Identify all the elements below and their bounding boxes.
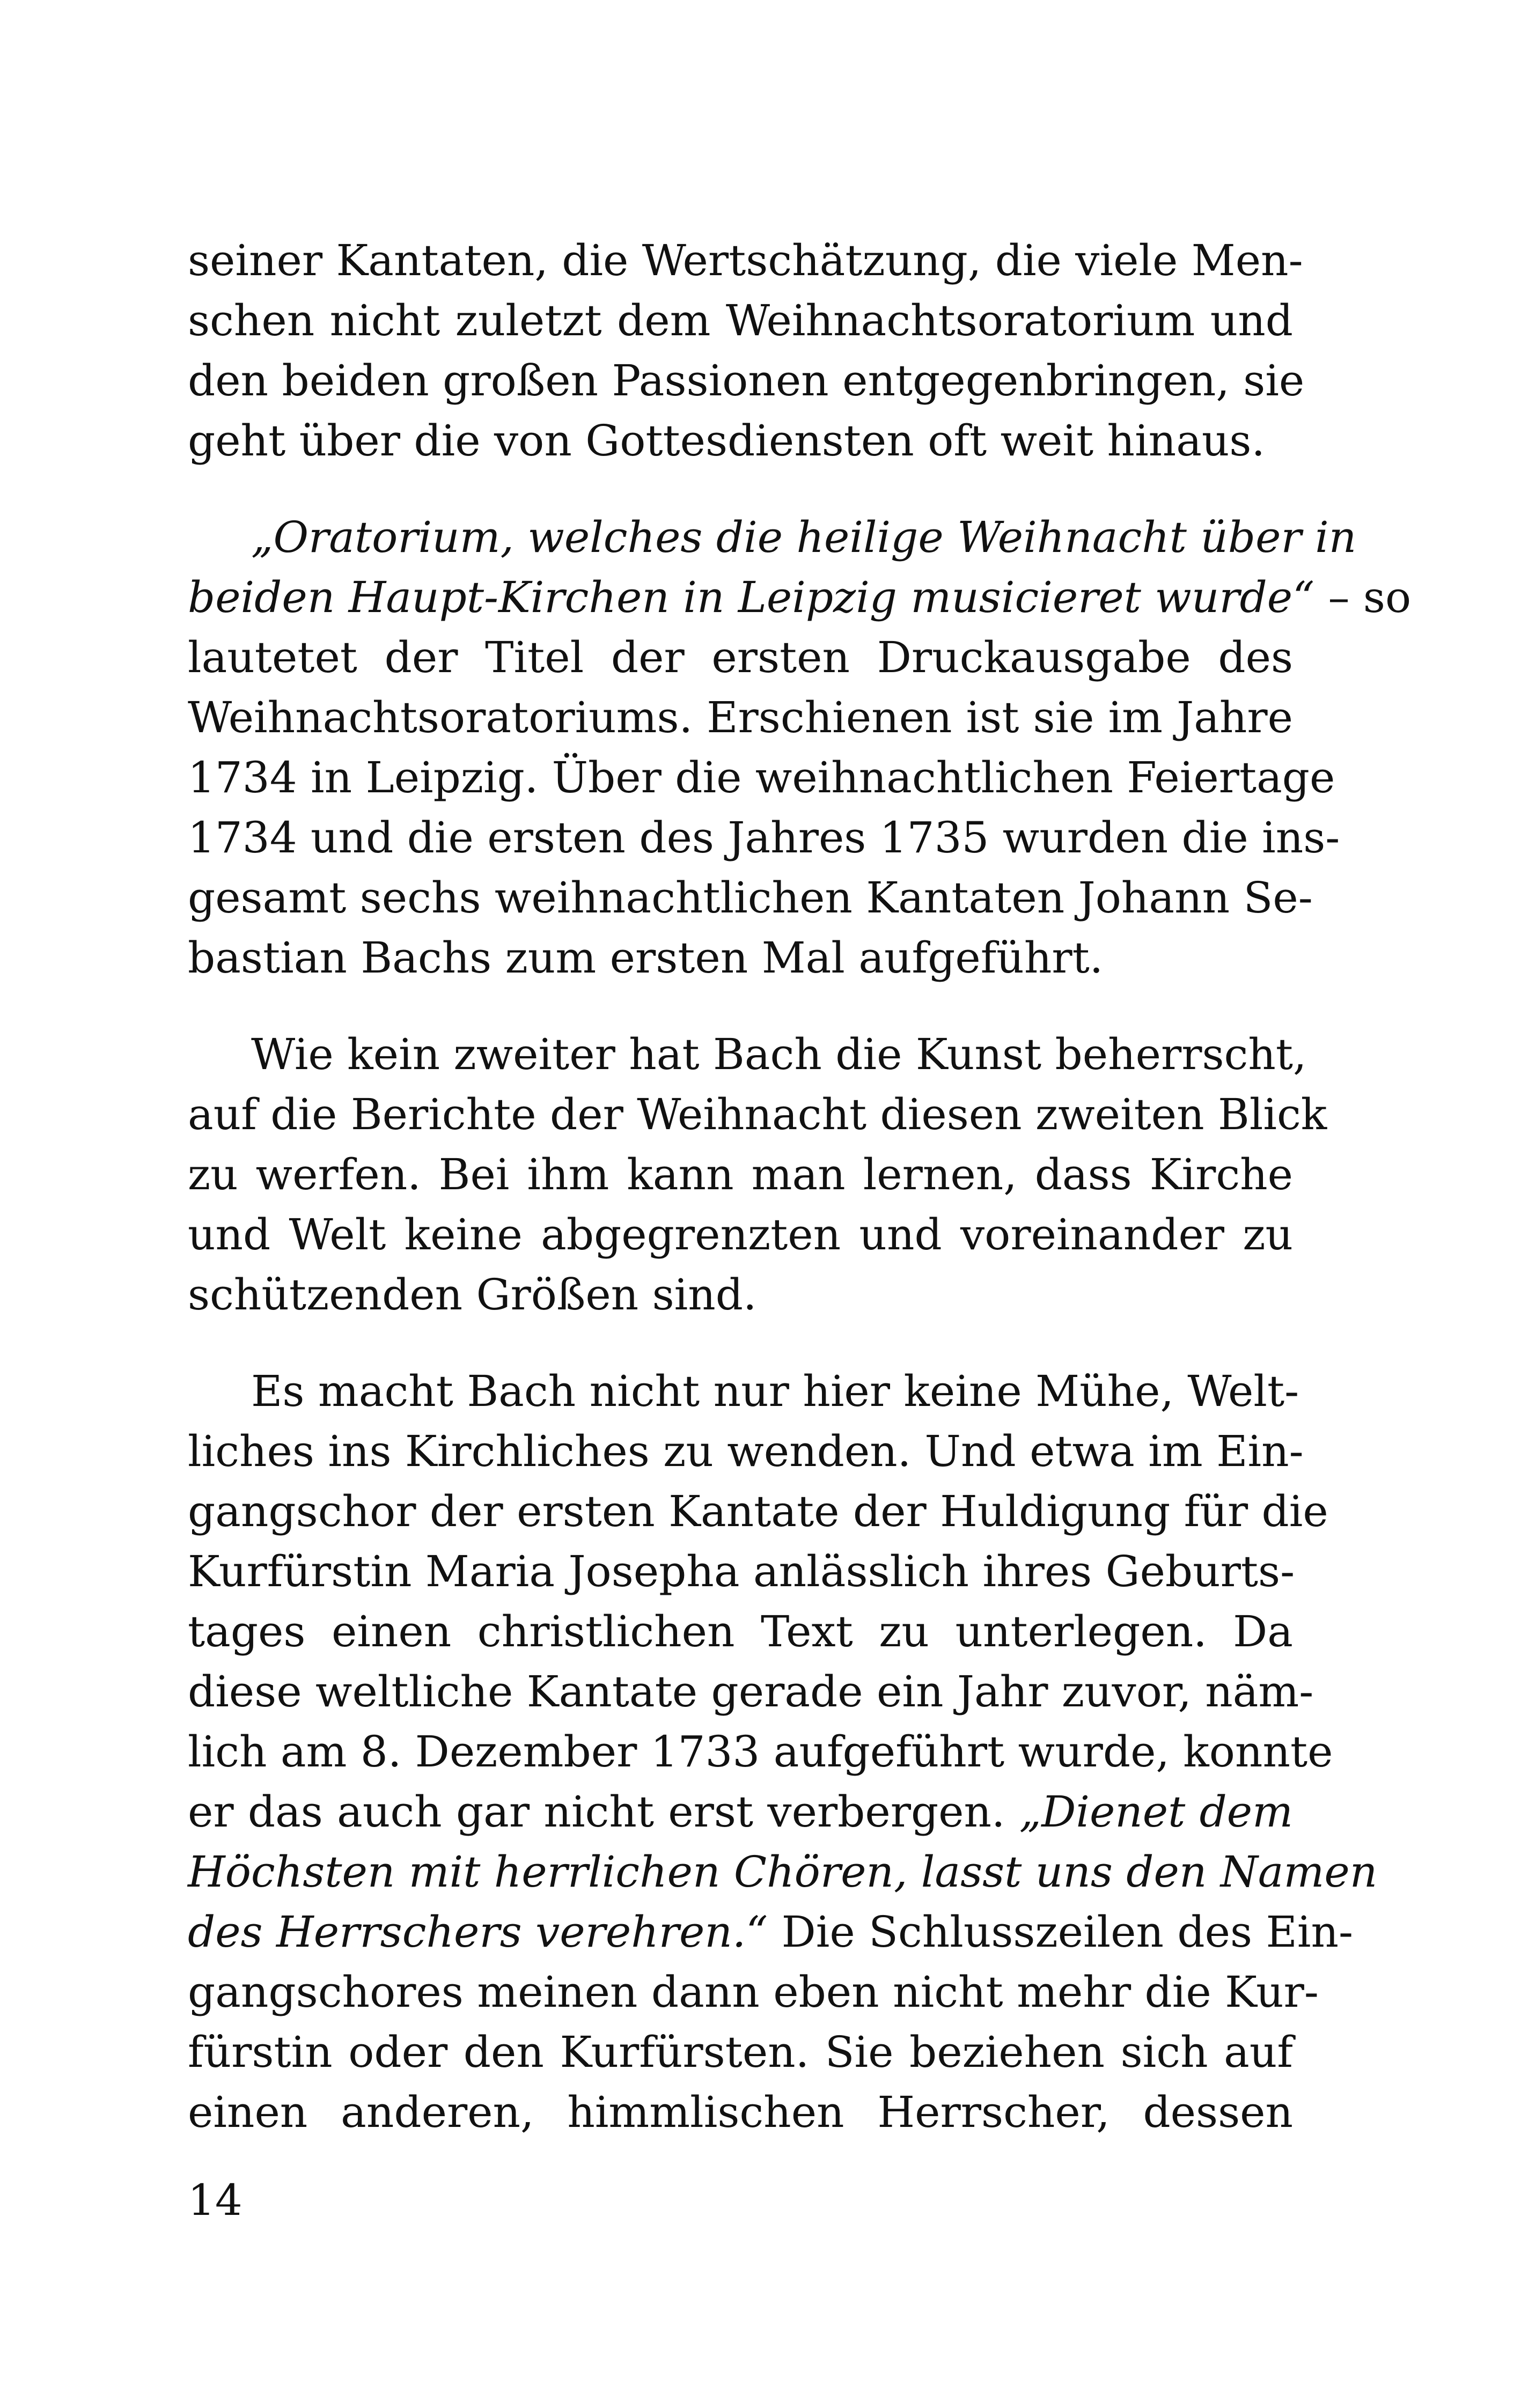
paragraph-gap [188, 988, 1293, 1025]
text-line [188, 411, 1293, 471]
text-segment: Es macht Bach nicht nur hier keine Mühe, Welt- [251, 1366, 1299, 1416]
italic-quote-segment: Höchsten mit herrlichen Chören, lasst uns den Namen [188, 1847, 1378, 1897]
text-segment: Kurfürstin Maria Josepha anlässlich ihres Geburts- [188, 1547, 1295, 1596]
text-line [188, 1145, 1293, 1205]
text-line [188, 1422, 1304, 1482]
text-line [188, 2022, 1293, 2082]
text-line [188, 2082, 1293, 2142]
text-segment: einen anderen, himmlischen Herrscher, dessen [188, 2087, 1293, 2137]
paragraph-gap [188, 471, 1293, 507]
paragraph-gap [188, 1325, 1293, 1361]
text-line [188, 291, 1293, 351]
italic-quote-segment: beiden Haupt-Kirchen in Leipzig musicieret wurde“ [188, 572, 1315, 622]
italic-quote-segment: „Dienet dem [1019, 1787, 1294, 1837]
text-segment: gangschores meinen dann eben nicht mehr die Kur- [188, 1967, 1319, 2017]
text-line [188, 1602, 1293, 1662]
text-line [188, 1085, 1327, 1145]
text-segment: liches ins Kirchliches zu wenden. Und etwa im Ein- [188, 1426, 1304, 1476]
text-segment: den beiden großen Passionen entgegenbringen, sie [188, 356, 1305, 406]
text-segment: seiner Kantaten, die Wertschätzung, die viele Men- [188, 235, 1303, 285]
text-segment: zu werfen. Bei ihm kann man lernen, dass Kirche [188, 1150, 1293, 1199]
text-line [188, 1361, 1299, 1422]
text-segment: Weihnachtsoratoriums. Erschienen ist sie im Jahre [188, 693, 1293, 742]
text-segment: bastian Bachs zum ersten Mal aufgeführt. [188, 933, 1104, 983]
text-segment: schützenden Größen sind. [188, 1270, 757, 1320]
text-line [188, 507, 1357, 568]
italic-quote-segment: „Oratorium, welches die heilige Weihnacht über in [251, 512, 1357, 562]
text-segment: – so [1314, 572, 1412, 622]
text-segment: fürstin oder den Kurfürsten. Sie beziehen sich auf [188, 2027, 1293, 2077]
text-segment: geht über die von Gottesdiensten oft weit hinaus. [188, 416, 1265, 466]
text-segment: er das auch gar nicht erst verbergen. [188, 1787, 1019, 1837]
text-segment: tages einen christlichen Text zu unterlegen. Da [188, 1607, 1293, 1656]
text-line [188, 808, 1340, 868]
text-line [188, 1782, 1293, 1842]
text-segment: gesamt sechs weihnachtlichen Kantaten Johann Se- [188, 873, 1313, 923]
text-line [188, 1482, 1328, 1542]
text-segment: gangschor der ersten Kantate der Huldigung für die [188, 1486, 1328, 1536]
text-line [188, 1205, 1293, 1265]
text-segment: auf die Berichte der Weihnacht diesen zweiten Blick [188, 1089, 1327, 1139]
text-line [188, 1842, 1378, 1902]
text-line [188, 628, 1293, 688]
text-line [188, 688, 1293, 748]
text-segment: Die Schlusszeilen des Ein- [768, 1907, 1353, 1957]
body-text [188, 231, 1412, 2142]
text-segment: 1734 und die ersten des Jahres 1735 wurden die ins- [188, 813, 1340, 863]
text-segment: lautetet der Titel der ersten Druckausgabe des [188, 632, 1293, 682]
text-line [188, 1962, 1319, 2022]
text-segment: und Welt keine abgegrenzten und voreinander zu [188, 1210, 1293, 1260]
text-line [188, 1662, 1314, 1722]
text-line [188, 868, 1313, 928]
text-line [188, 928, 1293, 988]
text-segment: schen nicht zuletzt dem Weihnachtsoratorium und [188, 296, 1293, 345]
text-line [188, 568, 1412, 628]
italic-quote-segment: des Herrschers verehren.“ [188, 1907, 768, 1957]
text-line [188, 1542, 1293, 1602]
paragraph [188, 231, 1305, 471]
text-segment: 1734 in Leipzig. Über die weihnachtlichen Feiertage [188, 753, 1335, 802]
text-line [188, 351, 1305, 411]
paragraph [188, 1025, 1327, 1325]
text-line [188, 1902, 1353, 1962]
text-line [188, 1025, 1307, 1085]
text-line [188, 1265, 1293, 1325]
text-line [188, 231, 1303, 291]
text-segment: diese weltliche Kantate gerade ein Jahr zuvor, näm- [188, 1667, 1314, 1717]
paragraph [188, 507, 1412, 988]
text-segment: lich am 8. Dezember 1733 aufgeführt wurde, konnte [188, 1727, 1333, 1777]
text-line [188, 1722, 1333, 1782]
text-segment: Wie kein zweiter hat Bach die Kunst beherrscht, [251, 1029, 1307, 1079]
page-number: 14 [188, 2175, 243, 2225]
text-line [188, 748, 1335, 808]
paragraph [188, 1361, 1378, 2142]
